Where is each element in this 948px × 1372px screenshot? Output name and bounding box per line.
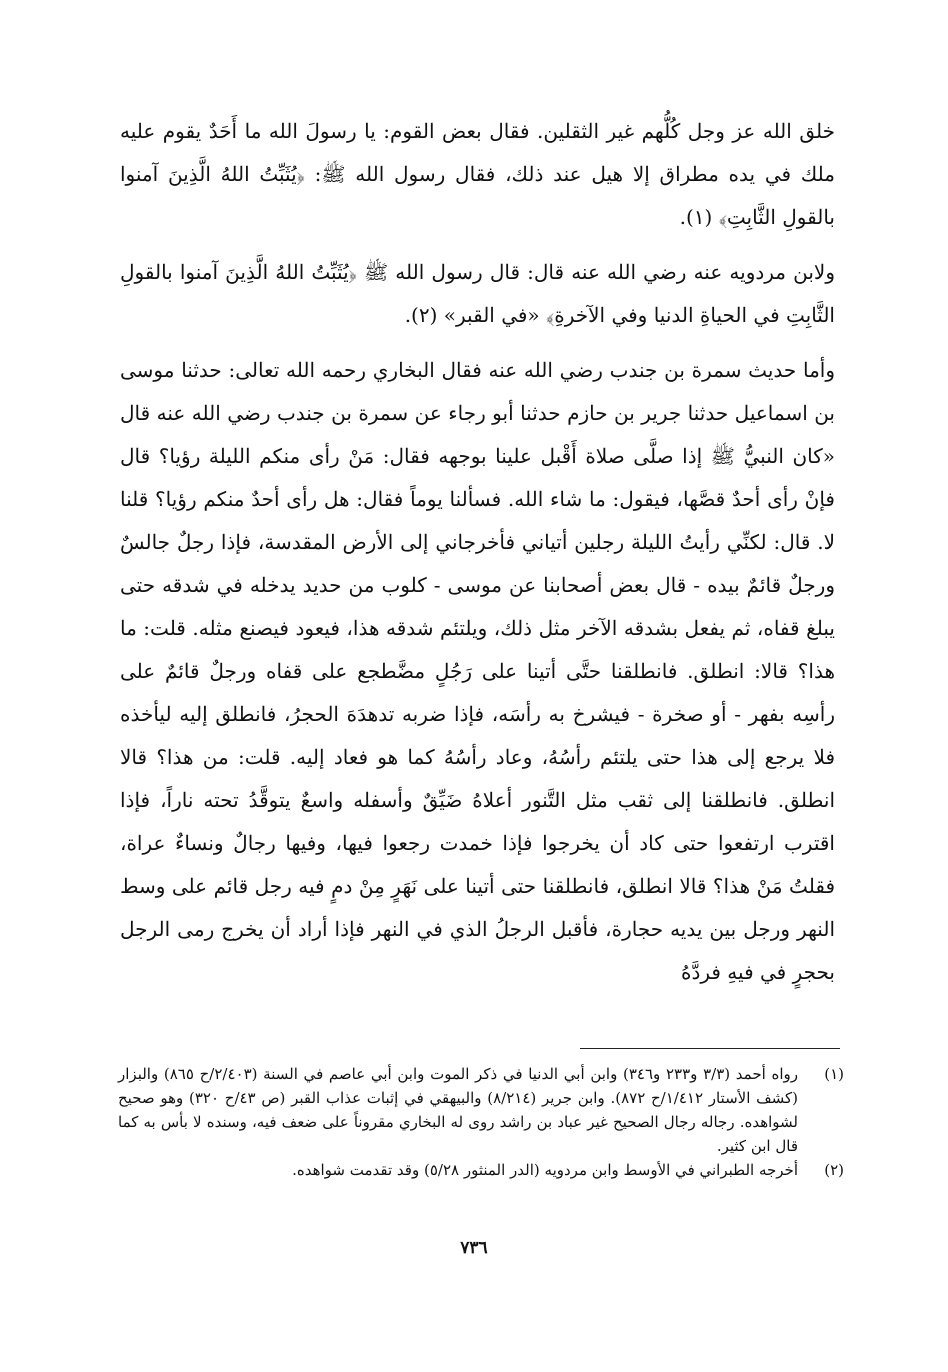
footnote-1: [118, 1062, 844, 1158]
page-number: ٧٣٦: [460, 1238, 488, 1258]
footnote-separator: [580, 1048, 840, 1049]
footnote-2: [118, 1158, 844, 1182]
paragraph-3: وأما حديث سمرة بن جندب رضي الله عنه فقال البخاري رحمه الله تعالى: حدثنا موسى بن اسماعيل حدثنا جرير بن حازم حدثنا أبو رجاء عن سمرة بن جندب رضي الله عنه قال «كان النبيُّ ﷺ إذا صلَّى صلاة أَقْبل علينا بوجهه فقال: مَنْ رأى منكم الليلة رؤيا؟ قال فإنْ رأى أحدٌ قصَّها، فيقول: ما شاء الله. فسألنا يوماً فقال: هل رأى أحدٌ منكم رؤيا؟ قلنا لا. قال: لكنِّي رأيتُ الليلة رجلين أتياني فأخرجاني إلى الأرض المقدسة، فإذا رجلٌ جالسٌ ورجلٌ قائمٌ بيده - قال بعض أصحابنا عن موسى - كلوب من حديد يدخله في شدقه حتى يبلغ قفاه، ثم يفعل بشدقه الآخر مثل ذلك، ويلتئم شدقه هذا، فيعود فيصنع مثله. قلت: ما هذا؟ قالا: انطلق. فانطلقنا حتَّى أتينا على رَجُلٍ مضَّطجع على قفاه ورجلٌ قائمٌ على رأسِه بفهر - أو صخرة - فيشرخ به رأسَه، فإذا ضربه تدهدَهَ الحجرُ، فانطلق إليه ليأخذه فلا يرجع إلى هذا حتى يلتئم رأسُهُ، وعاد رأسُهُ كما هو فعاد إليه. قلت: من هذا؟ قالا انطلق. فانطلقنا إلى ثقب مثل التَّنور أعلاهُ ضَيِّقٌ وأسفله واسعٌ يتوقَّدُ تحته ناراً، فإذا اقترب ارتفعوا حتى كاد أن يخرجوا فإذا خمدت رجعوا فيها، وفيها رجالٌ ونساءٌ عراة، فقلتُ مَنْ هذا؟ قالا انطلق، فانطلقنا حتى أتينا على نَهَرٍ مِنْ دمٍ فيه رجل قائم على وسط النهر ورجل بين يديه حجارة، فأقبل الرجلُ الذي في النهر فإذا أراد أن يخرج رمى الرجل بحجرٍ في فيهِ فردَّهُ: [120, 358, 835, 984]
footnotes: [118, 1062, 844, 1182]
footnote-number: (١): [824, 1065, 844, 1083]
paragraph-2: ولابن مردويه عنه رضي الله عنه قال: قال رسول الله ﷺ ﴿يُثَبِّتُ اللهُ الَّذِينَ آمنوا بالقولِ الثَّابِتِ في الحياةِ الدنيا وفي الآخرةِ﴾ «في القبر» (٢).: [120, 260, 835, 327]
paragraph-1: خلق الله عز وجل كُلُّهم غير الثقلين. فقال بعض القوم: يا رسولَ الله ما أَحَدٌ يقوم عليه ملك في يده مطراق إلا هيل عند ذلك، فقال رسول الله ﷺ: ﴿يُثَبِّتُ اللهُ الَّذِينَ آمنوا بالقولِ الثَّابِتِ﴾ (١).: [120, 119, 835, 229]
footnote-number: (٢): [824, 1161, 844, 1179]
main-text: [120, 110, 835, 1006]
footnote-text: رواه أحمد (٣/٣ و٢٣٣ و٣٤٦) وابن أبي الدنيا في ذكر الموت وابن أبي عاصم في السنة (٢/٤٠٣/ح ٨٦٥) والبزار (كشف الأستار ١/٤١٢/ح ٨٧٢). وابن جرير (٨/٢١٤) والبيهقي في إثبات عذاب القبر (ص ٤٣/ح ٣٢٠) وهو صحيح لشواهده. رجاله رجال الصحيح غير عباد بن راشد روى له البخاري مقروناً على ضعف فيه، وسنده لا بأس به كما قال ابن كثير.: [118, 1065, 798, 1155]
footnote-text: أخرجه الطبراني في الأوسط وابن مردويه (الدر المنثور ٥/٢٨) وقد تقدمت شواهده.: [292, 1161, 798, 1179]
